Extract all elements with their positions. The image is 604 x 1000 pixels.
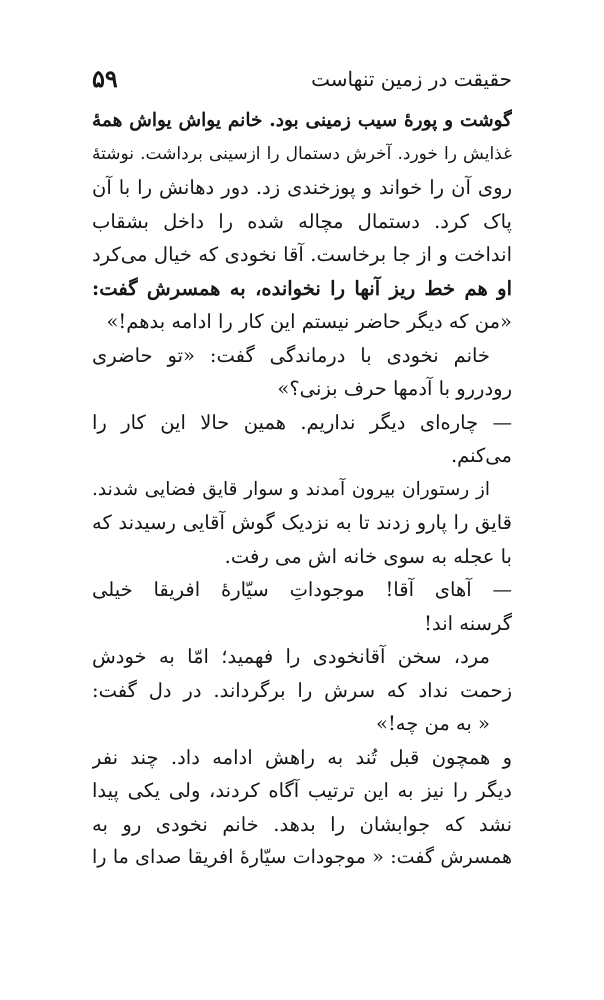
text-line: او هم خط ریز آنها را نخوانده، به همسرش گفت: bbox=[92, 276, 512, 300]
text-line: از رستوران بیرون آمدند و سوار قایق فضایی شدند. bbox=[92, 478, 490, 500]
text-line: دیگر را نیز به این ترتیب آگاه کردند، ولی یکی پیدا bbox=[92, 779, 512, 802]
text-line: « به من چه!» bbox=[376, 712, 490, 735]
text-line: نشد که جوابشان را بدهد. خانم نخودی رو به bbox=[92, 812, 512, 836]
text-line: و همچون قبل تُند به راهش ادامه داد. چند نفر bbox=[92, 745, 512, 769]
text-line: زحمت نداد که سرش را برگرداند. در دل گفت: bbox=[92, 678, 512, 702]
text-line: «من که دیگر حاضر نیستم این کار را ادامه بدهم!» bbox=[106, 310, 512, 333]
running-title: حقیقت در زمین تنهاست bbox=[311, 67, 512, 91]
text-line: قایق را پارو زدند تا به نزدیک گوش آقایی رسیدند که bbox=[92, 511, 512, 534]
text-line: مرد، سخن آقانخودی را فهمید؛ امّا به خودش bbox=[92, 645, 490, 668]
text-line: گوشت و پورهٔ سیب زمینی بود. خانم یواش یواش همهٔ bbox=[92, 110, 512, 131]
text-line: — آهای آقا! موجوداتِ سیّارهٔ افریقا خیلی bbox=[92, 578, 512, 601]
text-line: با عجله به سوی خانه اش می رفت. bbox=[224, 544, 512, 568]
text-line: همسرش گفت: « موجودات سیّارهٔ افریقا صدای ما را bbox=[92, 846, 512, 868]
page-header bbox=[92, 62, 512, 96]
text-line: — چاره‌ای دیگر نداریم. همین حالا این کار را bbox=[92, 410, 512, 434]
text-line: غذایش را خورد. آخرش دستمال را ازسینی برداشت. نوشتهٔ bbox=[92, 143, 512, 164]
text-line: انداخت و از جا برخاست. آقا نخودی که خیال می‌کرد bbox=[92, 243, 512, 266]
text-line: گرسنه اند! bbox=[424, 611, 512, 635]
text-line: می‌کنم. bbox=[450, 444, 512, 467]
body-text bbox=[92, 104, 512, 875]
text-line: رودررو با آدمها حرف بزنی؟» bbox=[277, 377, 512, 400]
text-line: پاک کرد. دستمال مچاله شده را داخل بشقاب bbox=[92, 209, 512, 233]
page-number: ۵۹ bbox=[92, 64, 118, 93]
text-line: خانم نخودی با درماندگی گفت: «تو حاضری bbox=[92, 343, 490, 367]
text-line: روی آن را خواند و پوزخندی زد. دور دهانش را با آن bbox=[92, 176, 512, 199]
